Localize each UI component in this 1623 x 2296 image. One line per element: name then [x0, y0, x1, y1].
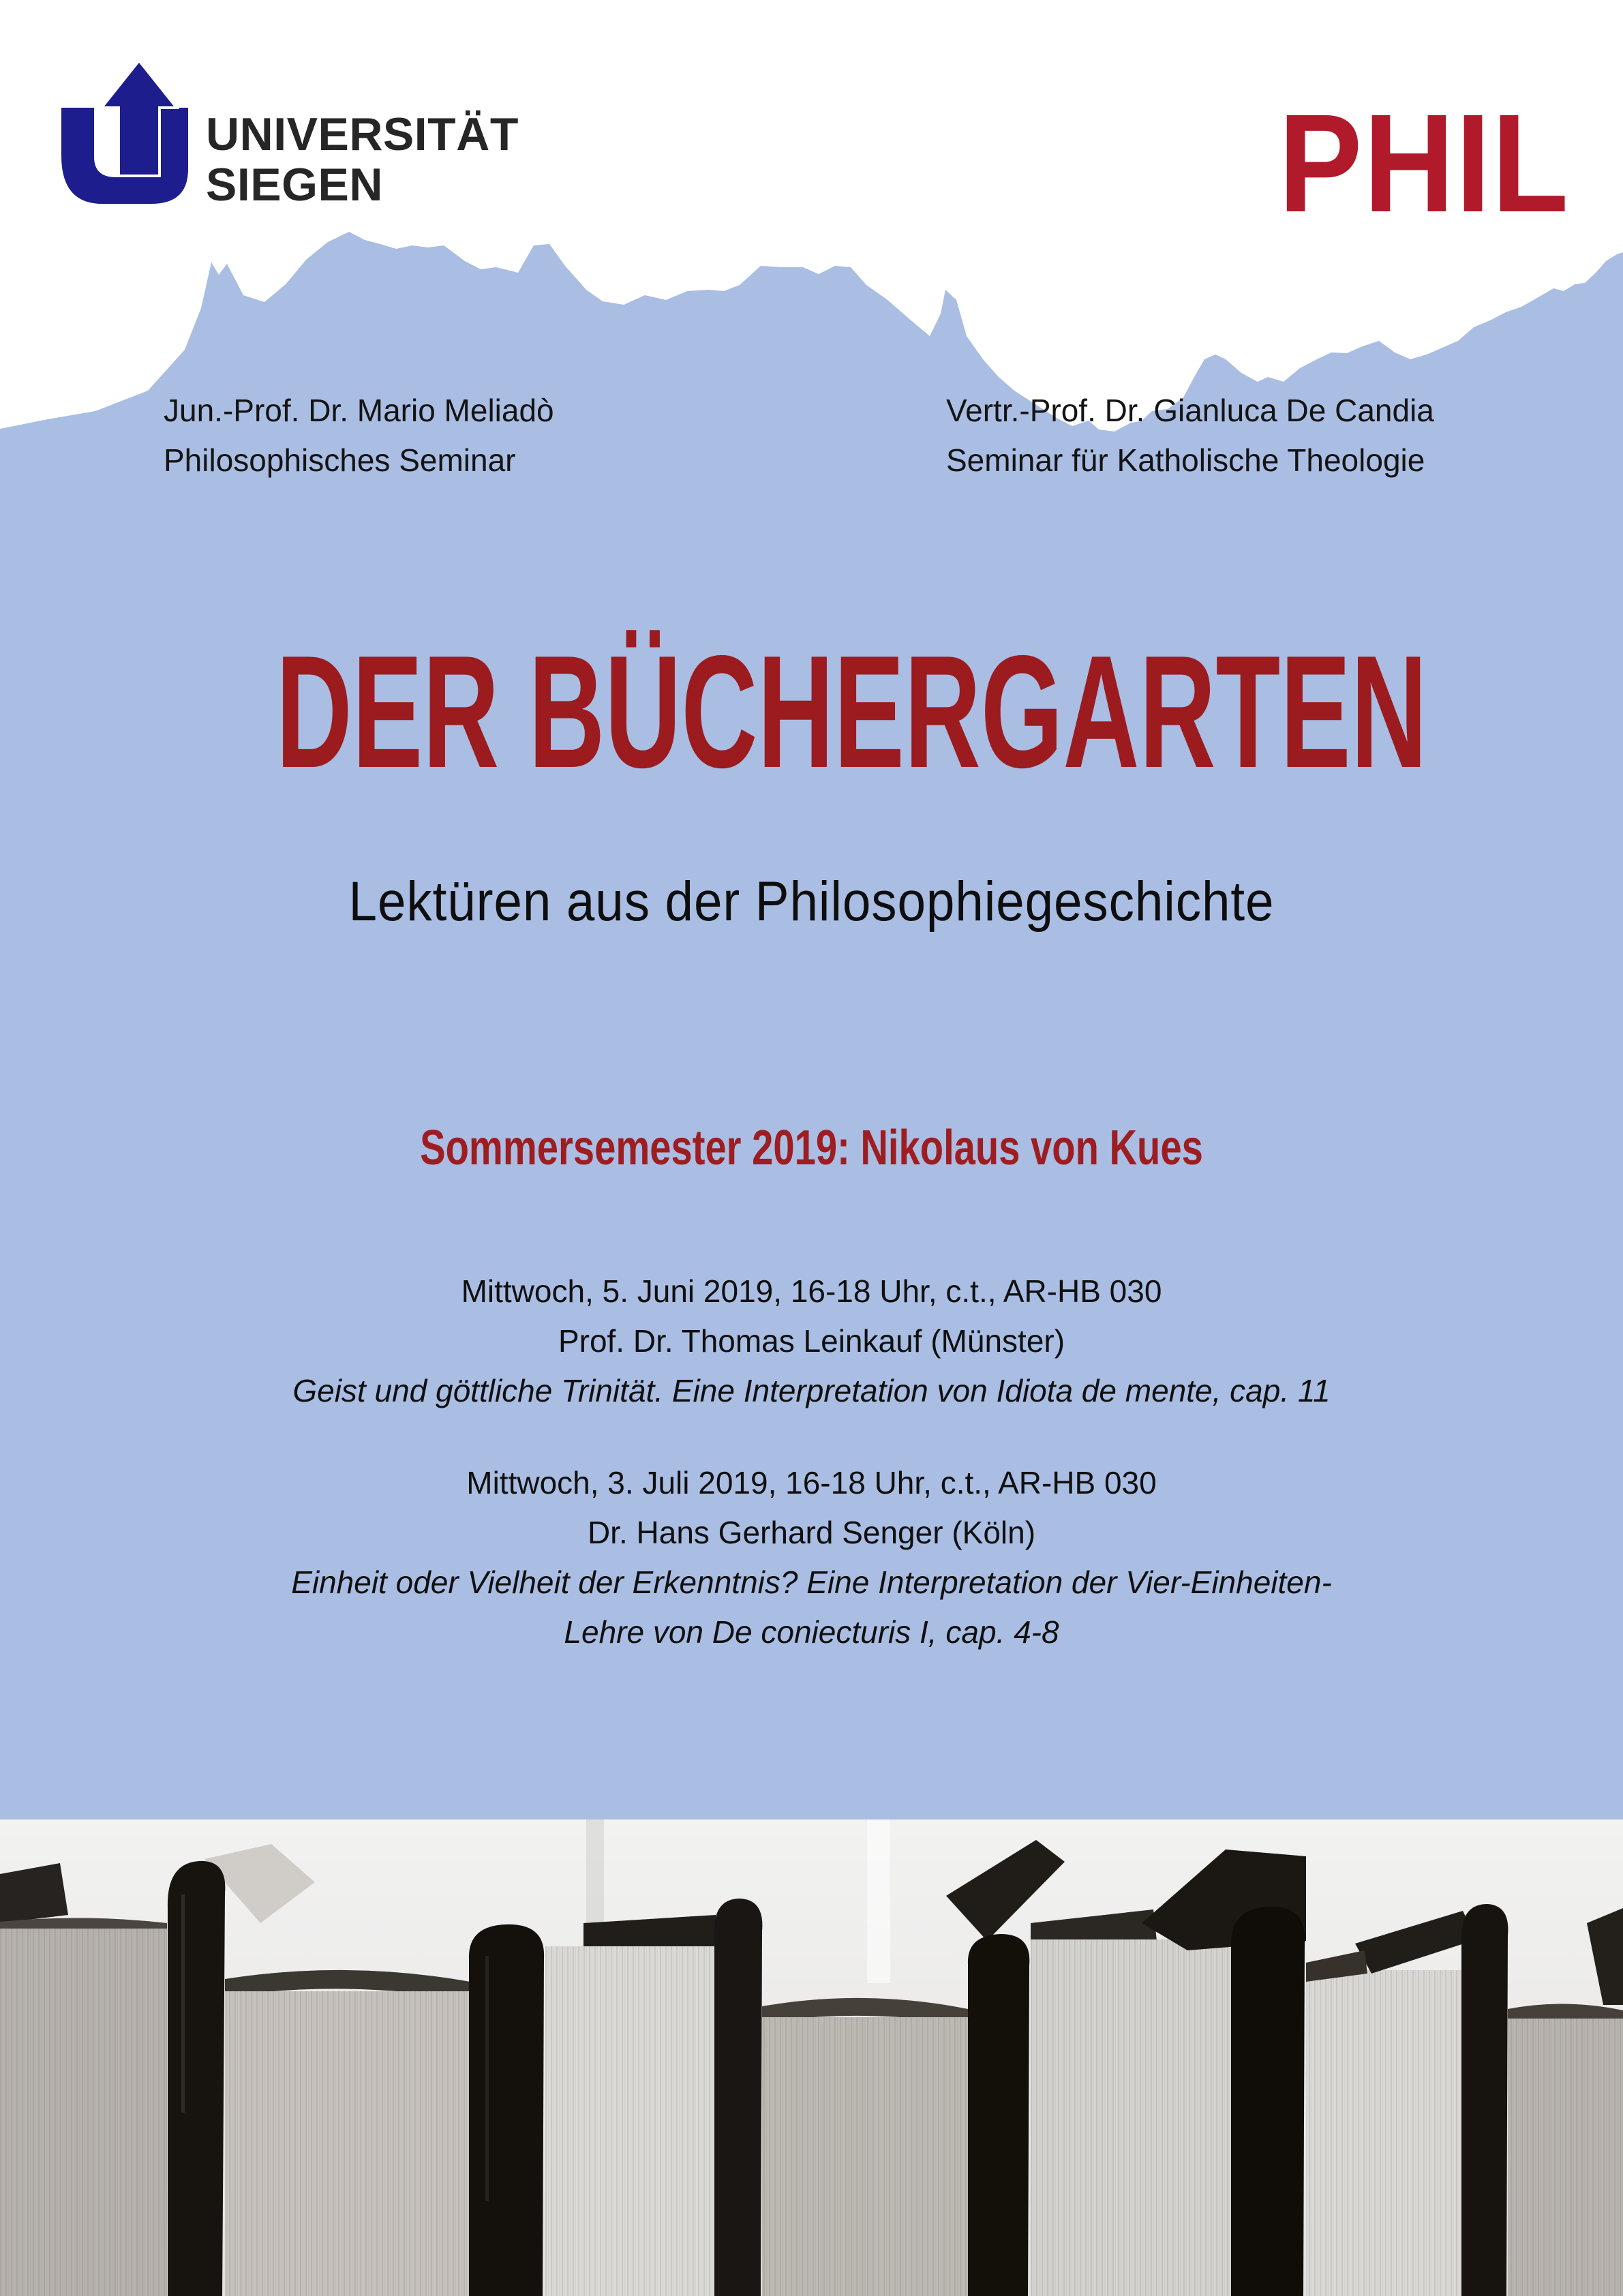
event-1-speaker: Prof. Dr. Thomas Leinkauf (Münster): [558, 1323, 1065, 1359]
poster-subtitle: Lektüren aus der Philosophiegeschichte: [348, 871, 1275, 933]
organizer-right-department: Seminar für Katholische Theologie: [946, 442, 1425, 478]
event-2-datetime: Mittwoch, 3. Juli 2019, 16-18 Uhr, c.t., AR-HB 030: [466, 1465, 1157, 1500]
event-2-speaker: Dr. Hans Gerhard Senger (Köln): [587, 1515, 1036, 1550]
u-arrow-logo-icon: [55, 53, 198, 211]
phil-faculty-logo: PHIL: [1278, 85, 1570, 241]
university-logo-line1: UNIVERSITÄT: [206, 108, 519, 160]
event-1: [0, 1267, 1623, 1416]
university-logo-line2: SIEGEN: [206, 159, 383, 211]
event-1-talk-title: Geist und göttliche Trinität. Eine Interpretation von Idiota de mente, cap. 11: [292, 1373, 1331, 1408]
event-1-datetime: Mittwoch, 5. Juni 2019, 16-18 Uhr, c.t., AR-HB 030: [461, 1273, 1162, 1309]
university-logo-text: [206, 109, 519, 210]
semester-heading: Sommersemester 2019: Nikolaus von Kues: [420, 1121, 1203, 1175]
organizer-left-department: Philosophisches Seminar: [164, 442, 516, 478]
event-2-talk-title-line1: Einheit oder Vielheit der Erkenntnis? Eine Interpretation der Vier-Einheiten-: [291, 1565, 1332, 1600]
organizer-right: [946, 386, 1434, 485]
event-2: [0, 1458, 1623, 1657]
event-2-talk-title-line2: Lehre von De coniecturis I, cap. 4-8: [564, 1614, 1059, 1650]
books-photo: [0, 1819, 1623, 2296]
organizer-left-name: Jun.-Prof. Dr. Mario Meliadò: [164, 393, 554, 428]
organizer-left: [164, 386, 554, 485]
poster-title: DER BÜCHERGARTEN: [275, 622, 1427, 801]
organizer-right-name: Vertr.-Prof. Dr. Gianluca De Candia: [946, 393, 1434, 428]
